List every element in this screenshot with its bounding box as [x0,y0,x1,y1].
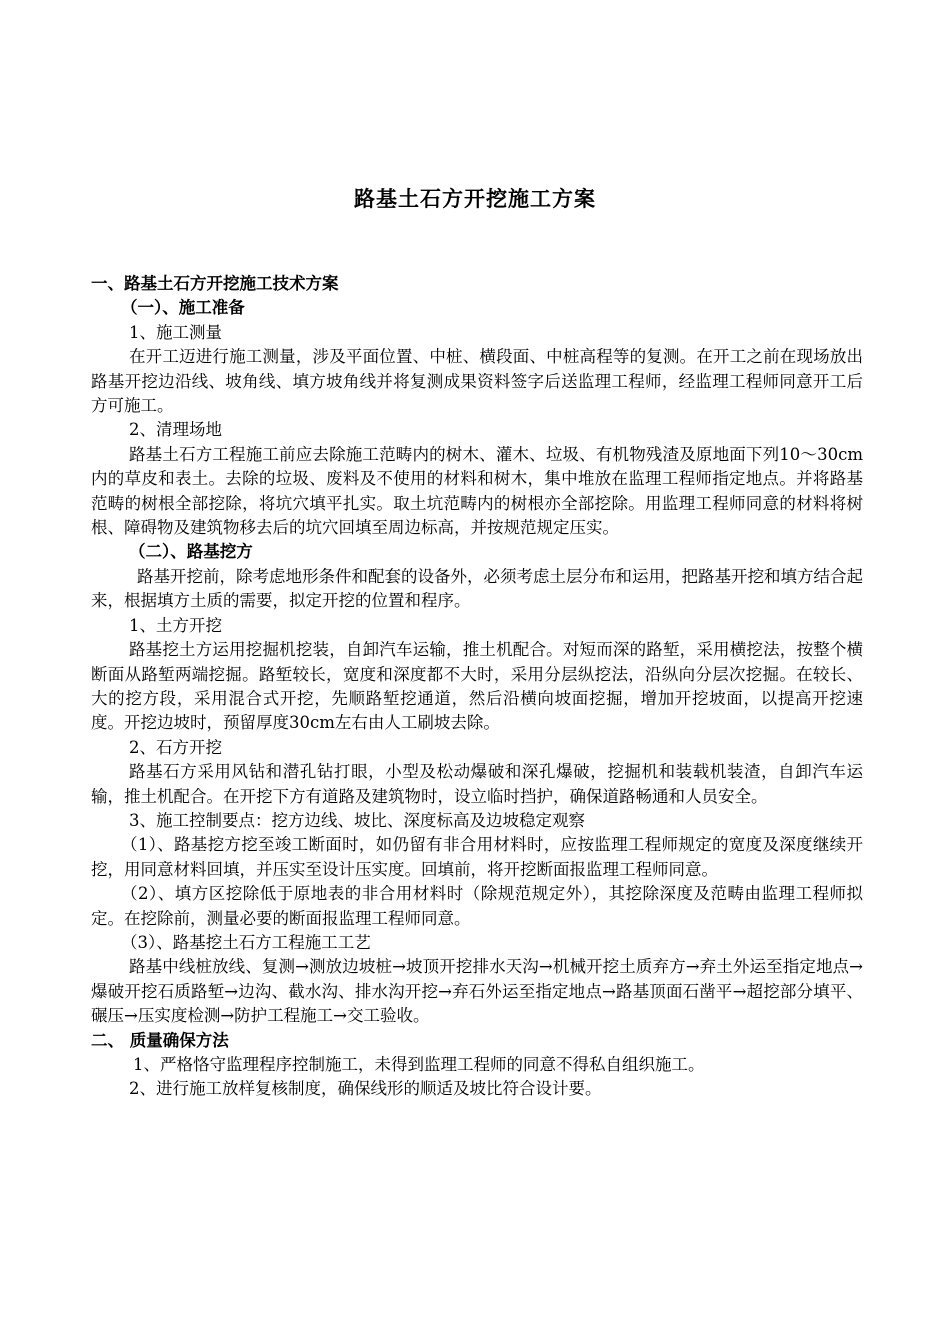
paragraph-control-3-heading: （3）、路基挖土石方工程施工工艺 [121,932,371,952]
paragraph-control-2: （2）、填方区挖除低于原地表的非合用材料时（除规范规定外），其挖除深度及范畴由监理工程师拟定。在挖除前，测量必要的断面报监理工程师同意。 [91,884,863,928]
paragraph-excavation-intro: 路基开挖前，除考虑地形条件和配套的设备外，必须考虑土层分布和运用，把路基开挖和填方结合起来，根据填方土质的需要，拟定开挖的位置和程序。 [91,566,863,611]
subsection-heading-preparation: （一）、施工准备 [121,298,245,318]
paragraph-site-clearing: 路基土石方工程施工前应去除施工范畴内的树木、灌木、垃圾、有机物残渣及原地面下列10～30cm内的草皮和表土。去除的垃圾、废料及不使用的材料和树木，集中堆放在监理工程师指定地点。并将路基范畴的树根全部挖除，将坑穴填平扎实。取土坑范畴内的树根亦全部挖除。用监理工程师同意的材料将树根、障碍物及建筑物移去后的坑穴回填至周边标高，并按规范规定压实。 [91,444,863,538]
page-title: 路基土石方开挖施工方案 [354,187,596,211]
paragraph-survey: 在开工迈进行施工测量，涉及平面位置、中桩、横段面、中桩高程等的复测。在开工之前在现场放出路基开挖边沿线、坡角线、填方坡角线并将复测成果资料签字后送监理工程师，经监理工程师同意开工后方可施工。 [91,347,863,416]
subsection-heading-excavation: （二）、路基挖方 [129,542,253,562]
document-body [91,272,863,1102]
section-heading-1: 一、路基土石方开挖施工技术方案 [91,274,339,293]
paragraph-rock-excavation: 路基石方采用风钻和潜孔钻打眼，小型及松动爆破和深孔爆破，挖掘机和装载机装渣，自卸汽车运输，推土机配合。在开挖下方有道路及建筑物时，设立临时挡护，确保道路畅通和人员安全。 [91,762,863,806]
paragraph-control-1: （1）、路基挖方挖至竣工断面时，如仍留有非合用材料时，应按监理工程师规定的宽度及深度继续开挖，用同意材料回填，并压实至设计压实度。回填前，将开挖断面报监理工程师同意。 [91,835,863,879]
paragraph-process-flow: 路基中线桩放线、复测→测放边坡桩→坡顶开挖排水天沟→机械开挖土质弃方→弃土外运至指定地点→爆破开挖石质路堑→边沟、截水沟、排水沟开挖→弃石外运至指定地点→路基顶面石凿平→超挖部分填平、碾压→压实度检测→防护工程施工→交工验收。 [91,957,863,1026]
item-heading-site-clearing: 2、清理场地 [129,420,222,440]
paragraph-quality-1: 1、严格恪守监理程序控制施工，未得到监理工程师的同意不得私自组织施工。 [133,1055,705,1074]
paragraph-earth-excavation: 路基挖土方运用挖掘机挖装，自卸汽车运输，推土机配合。对短而深的路堑，采用横挖法，按整个横断面从路堑两端挖掘。路堑较长，宽度和深度都不大时，采用分层纵挖法，沿纵向分层次挖掘。在较长、大的挖方段，采用混合式开挖，先顺路堑挖通道，然后沿横向坡面挖掘，增加开挖坡面，以提高开挖速度。开挖边坡时，预留厚度30cm左右由人工刷坡去除。 [91,640,863,733]
item-heading-survey: 1、施工测量 [129,322,222,342]
item-heading-rock-excavation: 2、石方开挖 [129,737,222,757]
item-heading-earth-excavation: 1、土方开挖 [129,615,222,635]
section-heading-2: 二、 质量确保方法 [91,1030,229,1050]
item-heading-control-points: 3、施工控制要点：挖方边线、坡比、深度标高及边坡稳定观察 [129,810,585,830]
paragraph-quality-2: 2、进行施工放样复核制度，确保线形的顺适及坡比符合设计要。 [129,1079,602,1099]
